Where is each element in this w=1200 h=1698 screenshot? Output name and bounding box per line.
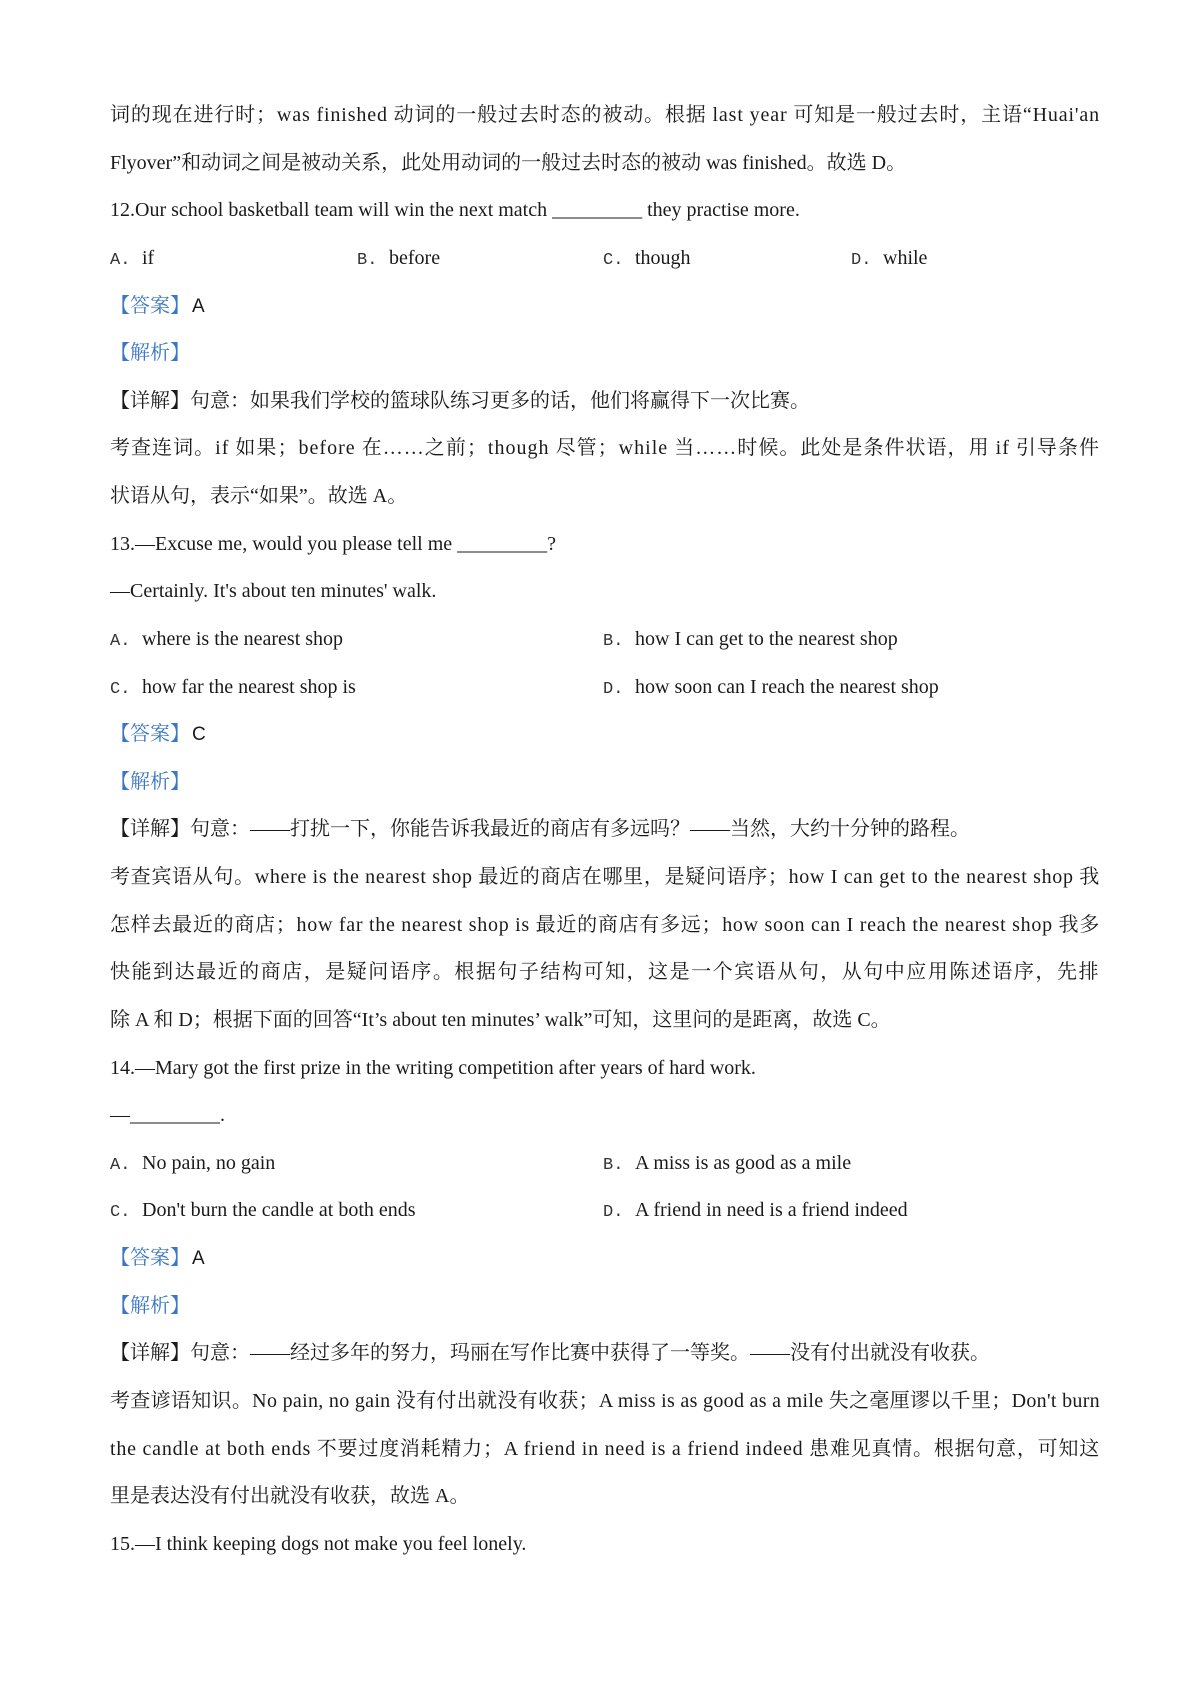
analysis-tag: 【解析】 [110,770,190,793]
option-c [110,664,356,714]
analysis-line [110,759,1100,807]
option-label: B. [357,250,378,270]
option-label: D. [603,1203,624,1223]
option-text: where is the nearest shop [142,627,344,650]
question-stem-text: 12.Our school basketball team will win the next match _________ they practise more. [110,199,800,222]
question-stem-text: 14.—Mary got the first prize in the writing competition after years of hard work. [110,1056,756,1079]
option-label: D. [851,250,872,270]
answer-line [110,711,1100,759]
answer-line [110,283,1100,331]
analysis-line [110,1283,1100,1331]
detail-text: 【详解】句意：——打扰一下，你能告诉我最近的商店有多远吗？——当然，大约十分钟的路程。 [110,818,970,841]
option-text: No pain, no gain [142,1151,276,1174]
question-15-stem [110,1521,1100,1569]
option-d [851,235,927,285]
option-text: A friend in need is a friend indeed [635,1199,908,1222]
option-a [110,235,154,285]
option-text: though [635,246,691,269]
option-text: if [142,246,155,269]
detail-text: 里是表达没有付出就没有收获，故选 A。 [110,1485,470,1508]
option-label: D. [603,679,624,699]
detail-line [110,854,1100,902]
question-13-options-row-1 [110,616,1100,664]
answer-value: A [192,1248,205,1269]
question-13-options-row-2 [110,664,1100,712]
question-14-stem [110,1045,1100,1093]
answer-value: C [192,724,206,746]
option-label: C. [603,250,624,270]
detail-text: 【详解】句意：——经过多年的努力，玛丽在写作比赛中获得了一等奖。——没有付出就没有收获。 [110,1342,990,1365]
question-12-stem [110,187,1100,235]
detail-text: 除 A 和 D；根据下面的回答“It’s about ten minutes’ walk”可知，这里问的是距离，故选 C。 [110,1008,891,1031]
option-label: A. [110,1155,131,1175]
detail-text: the candle at both ends 不要过度消耗精力；A friend in need is a friend indeed 患难见真情。根据句意，可知这 [110,1437,1100,1460]
option-c [603,235,691,285]
option-text: while [883,246,928,269]
detail-line [110,997,1100,1045]
option-b [603,1140,851,1190]
option-text: Don't burn the candle at both ends [142,1199,416,1222]
detail-line [110,378,1100,426]
detail-line [110,902,1100,950]
answer-value: A [192,295,205,317]
option-label: A. [110,631,131,651]
explanation-text: 词的现在进行时；was finished 动词的一般过去时态的被动。根据 last year 可知是一般过去时，主语“Huai'an [110,104,1100,126]
answer-tag: 【答案】 [110,294,190,317]
option-label: B. [603,631,624,651]
detail-line [110,1426,1100,1474]
question-14-reply [110,1092,1100,1140]
question-14-options-row-2 [110,1187,1100,1235]
option-label: A. [110,250,131,270]
option-label: C. [110,679,131,699]
detail-line [110,1378,1100,1426]
option-b [603,616,898,666]
page-content [110,92,1100,1568]
answer-tag: 【答案】 [110,1247,190,1269]
option-b [357,235,440,285]
detail-line [110,949,1100,997]
detail-line [110,806,1100,854]
option-c [110,1187,416,1237]
detail-text: 状语从句，表示“如果”。故选 A。 [110,485,408,507]
option-text: how soon can I reach the nearest shop [635,675,939,698]
option-text: A miss is as good as a mile [635,1151,852,1174]
question-12-options [110,235,1100,283]
question-14-options-row-1 [110,1140,1100,1188]
option-text: how far the nearest shop is [142,675,356,698]
explanation-line [110,140,1100,188]
question-stem-text: 13.—Excuse me, would you please tell me _________? [110,532,557,555]
detail-line [110,1330,1100,1378]
option-label: B. [603,1155,624,1175]
detail-text: 快能到达最近的商店，是疑问语序。根据句子结构可知，这是一个宾语从句，从句中应用陈述语序，先排 [110,961,1100,984]
analysis-tag: 【解析】 [110,1294,190,1317]
detail-text: 【详解】句意：如果我们学校的篮球队练习更多的话，他们将赢得下一次比赛。 [110,389,810,412]
question-stem-text: —Certainly. It's about ten minutes' walk. [110,580,437,603]
detail-text: 怎样去最近的商店；how far the nearest shop is 最近的商店有多远；how soon can I reach the nearest shop 我多 [110,913,1100,936]
detail-line [110,473,1100,521]
option-label: C. [110,1203,131,1223]
answer-tag: 【答案】 [110,723,190,746]
analysis-tag: 【解析】 [110,342,190,365]
option-text: before [389,246,441,269]
analysis-line [110,330,1100,378]
detail-line [110,1473,1100,1521]
question-stem-text: —_________. [110,1104,225,1127]
detail-text: 考查谚语知识。No pain, no gain 没有付出就没有收获；A miss is as good as a mile 失之毫厘谬以千里；Don't burn [110,1389,1100,1412]
question-stem-text: 15.—I think keeping dogs not make you feel lonely. [110,1532,527,1555]
option-text: how I can get to the nearest shop [635,627,898,650]
option-a [110,616,343,666]
option-d [603,664,939,714]
detail-text: 考查宾语从句。where is the nearest shop 最近的商店在哪里，是疑问语序；how I can get to the nearest shop 我 [110,866,1100,888]
detail-text: 考查连词。if 如果；before 在……之前；though 尽管；while 当……时候。此处是条件状语，用 if 引导条件 [110,437,1100,460]
question-13-stem [110,521,1100,569]
option-a [110,1140,275,1190]
explanation-line [110,92,1100,140]
option-d [603,1187,908,1237]
question-13-reply [110,568,1100,616]
answer-line [110,1235,1100,1283]
detail-line [110,425,1100,473]
explanation-text: Flyover”和动词之间是被动关系，此处用动词的一般过去时态的被动 was finished。故选 D。 [110,151,907,174]
